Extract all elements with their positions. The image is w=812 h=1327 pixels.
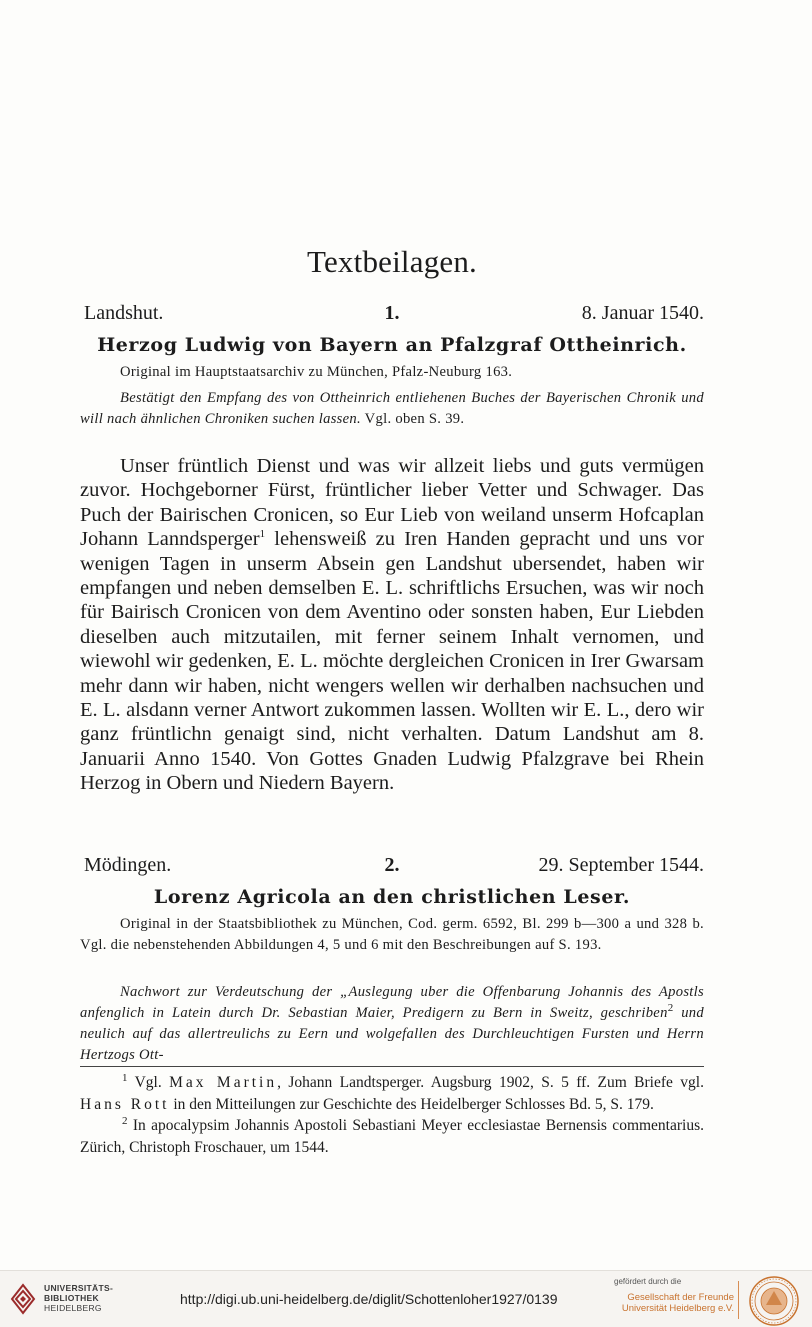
footnote-ref-2[interactable]: 2 xyxy=(667,1002,674,1015)
footnote-divider xyxy=(80,1066,704,1067)
library-name-line3: HEIDELBERG xyxy=(44,1303,102,1313)
doc1-body-b: lehensweiß zu Iren Handen gepracht und uns vor wenigen Tagen in unserm Absein gen Landshut ubersendet, haben wir empfangen und neben demselben E. L. schriftlichs Ersuchen, was wir noch für Bairisch Cronicen von dem Aventino oder sonsten haben, Eur Liebden dieselben auch mitzutailen, mit ferner seinem Inhalt vernomen, und wiewohl wir gedenken, E. L. möchte dergleichen Cronicen in Irer Gwarsam mehr dann wir haben, nicht wengers wellen wir derhalben nachsuchen und E. L. alsdann verner Antwort zukommen lassen. Wollten wir E. L., dero wir ganz früntlichn genaigt sind, nicht verhalten. Datum Landshut am 8. Januarii Anno 1540. Von Gottes Gnaden Ludwig Pfalzgrave bei Rhein Herzog in Obern und Niedern Bayern. xyxy=(80,528,704,795)
library-name-line2: BIBLIOTHEK xyxy=(44,1293,99,1303)
author-max-martin: Max Martin xyxy=(169,1074,278,1091)
footnote-1-text-a: Vgl. xyxy=(134,1074,162,1091)
doc1-body-a: Unser früntlich Dienst und was wir allzeit liebs und guts vermügen zuvor. Hochgeborner Fürst, früntlicher lieber Vetter und Schwager. Das Puch der Bairischen Cronicen, so Eur Lieb von weiland unserm Hofcaplan Johann Lanndsperger xyxy=(80,455,704,551)
doc1-place: Landshut. xyxy=(84,302,164,324)
sponsor-lead: gefördert durch die xyxy=(614,1277,682,1286)
doc1-summary-text: Bestätigt den Empfang des von Ottheinrich entliehenen Buches der Bayerischen Chronik und will nach ähnlichen Chroniken suchen lassen. xyxy=(80,390,704,427)
footnote-1-mark: 1 xyxy=(122,1071,128,1084)
permalink-url[interactable]: http://digi.ub.uni-heidelberg.de/diglit/Schottenloher1927/0139 xyxy=(180,1291,558,1307)
sponsor-block[interactable] xyxy=(614,1277,734,1314)
footnote-2 xyxy=(80,1115,704,1158)
footer-bar xyxy=(0,1270,812,1327)
doc2-place: Mödingen. xyxy=(84,854,172,876)
sponsor-org-line1: Gesellschaft der Freunde xyxy=(627,1292,734,1303)
doc2-date: 29. September 1544. xyxy=(538,854,704,876)
footnote-ref-1[interactable]: 1 xyxy=(259,528,266,541)
doc1-heading: Herzog Ludwig von Bayern an Pfalzgraf Ottheinrich. xyxy=(97,334,687,356)
library-name[interactable] xyxy=(44,1283,113,1313)
author-hans-rott: Hans Rott xyxy=(80,1095,170,1113)
sponsor-org-line2: Universität Heidelberg e.V. xyxy=(621,1303,734,1314)
doc2-heading: Lorenz Agricola an den christlichen Leser. xyxy=(153,886,631,908)
doc2-summary-a: Nachwort zur Verdeutschung der „Auslegung uber die Offenbarung Johannis des Apostls anfenglich in Latein durch Dr. Sebastian Maier, Predigern zu Bern in Sweitz, geschriben xyxy=(80,984,704,1021)
footnotes xyxy=(80,1072,704,1158)
library-name-line1: UNIVERSITÄTS- xyxy=(44,1283,114,1293)
doc2-summary xyxy=(80,982,704,1066)
doc1-summary-ref: Vgl. oben S. 39. xyxy=(364,411,465,427)
footnote-1-text-c: in den Mitteilungen zur Geschichte des Heidelberger Schlosses Bd. 5, S. 179. xyxy=(173,1095,654,1113)
library-logo-icon[interactable] xyxy=(8,1279,38,1319)
doc1-summary xyxy=(80,388,704,430)
footnote-1-text-b: , Johann Landtsperger. Augsburg 1902, S. 5 ff. Zum Briefe vgl. xyxy=(277,1074,704,1091)
doc2-number: 2. xyxy=(384,854,400,876)
doc1-date: 8. Januar 1540. xyxy=(581,302,704,324)
doc1-body xyxy=(80,454,704,796)
doc1-number: 1. xyxy=(384,302,400,324)
university-seal-icon[interactable] xyxy=(748,1275,800,1327)
footnote-1 xyxy=(80,1072,704,1115)
doc1-source: Original im Hauptstaatsarchiv zu München, Pfalz-Neuburg 163. xyxy=(120,364,513,380)
footnote-2-text: In apocalypsim Johannis Apostoli Sebastiani Meyer ecclesiastae Bernensis commentarius. Zürich, Christoph Froschauer, um 1544. xyxy=(80,1117,704,1156)
doc2-summary-b: und neulich auf das allertreulichs zu Eern und wolgefallen des Durchleuchtigen Fursten und Herrn Hertzogs Ott- xyxy=(80,1005,704,1063)
sponsor-divider xyxy=(738,1281,739,1319)
footnote-2-mark: 2 xyxy=(122,1114,128,1127)
doc2-source: Original in der Staatsbibliothek zu München, Cod. germ. 6592, Bl. 299 b—300 a und 328 b. Vgl. die nebenstehenden Abbildungen 4, 5 und 6 mit den Beschreibungen auf S. 193. xyxy=(80,916,704,953)
section-title: Textbeilagen. xyxy=(307,244,477,279)
